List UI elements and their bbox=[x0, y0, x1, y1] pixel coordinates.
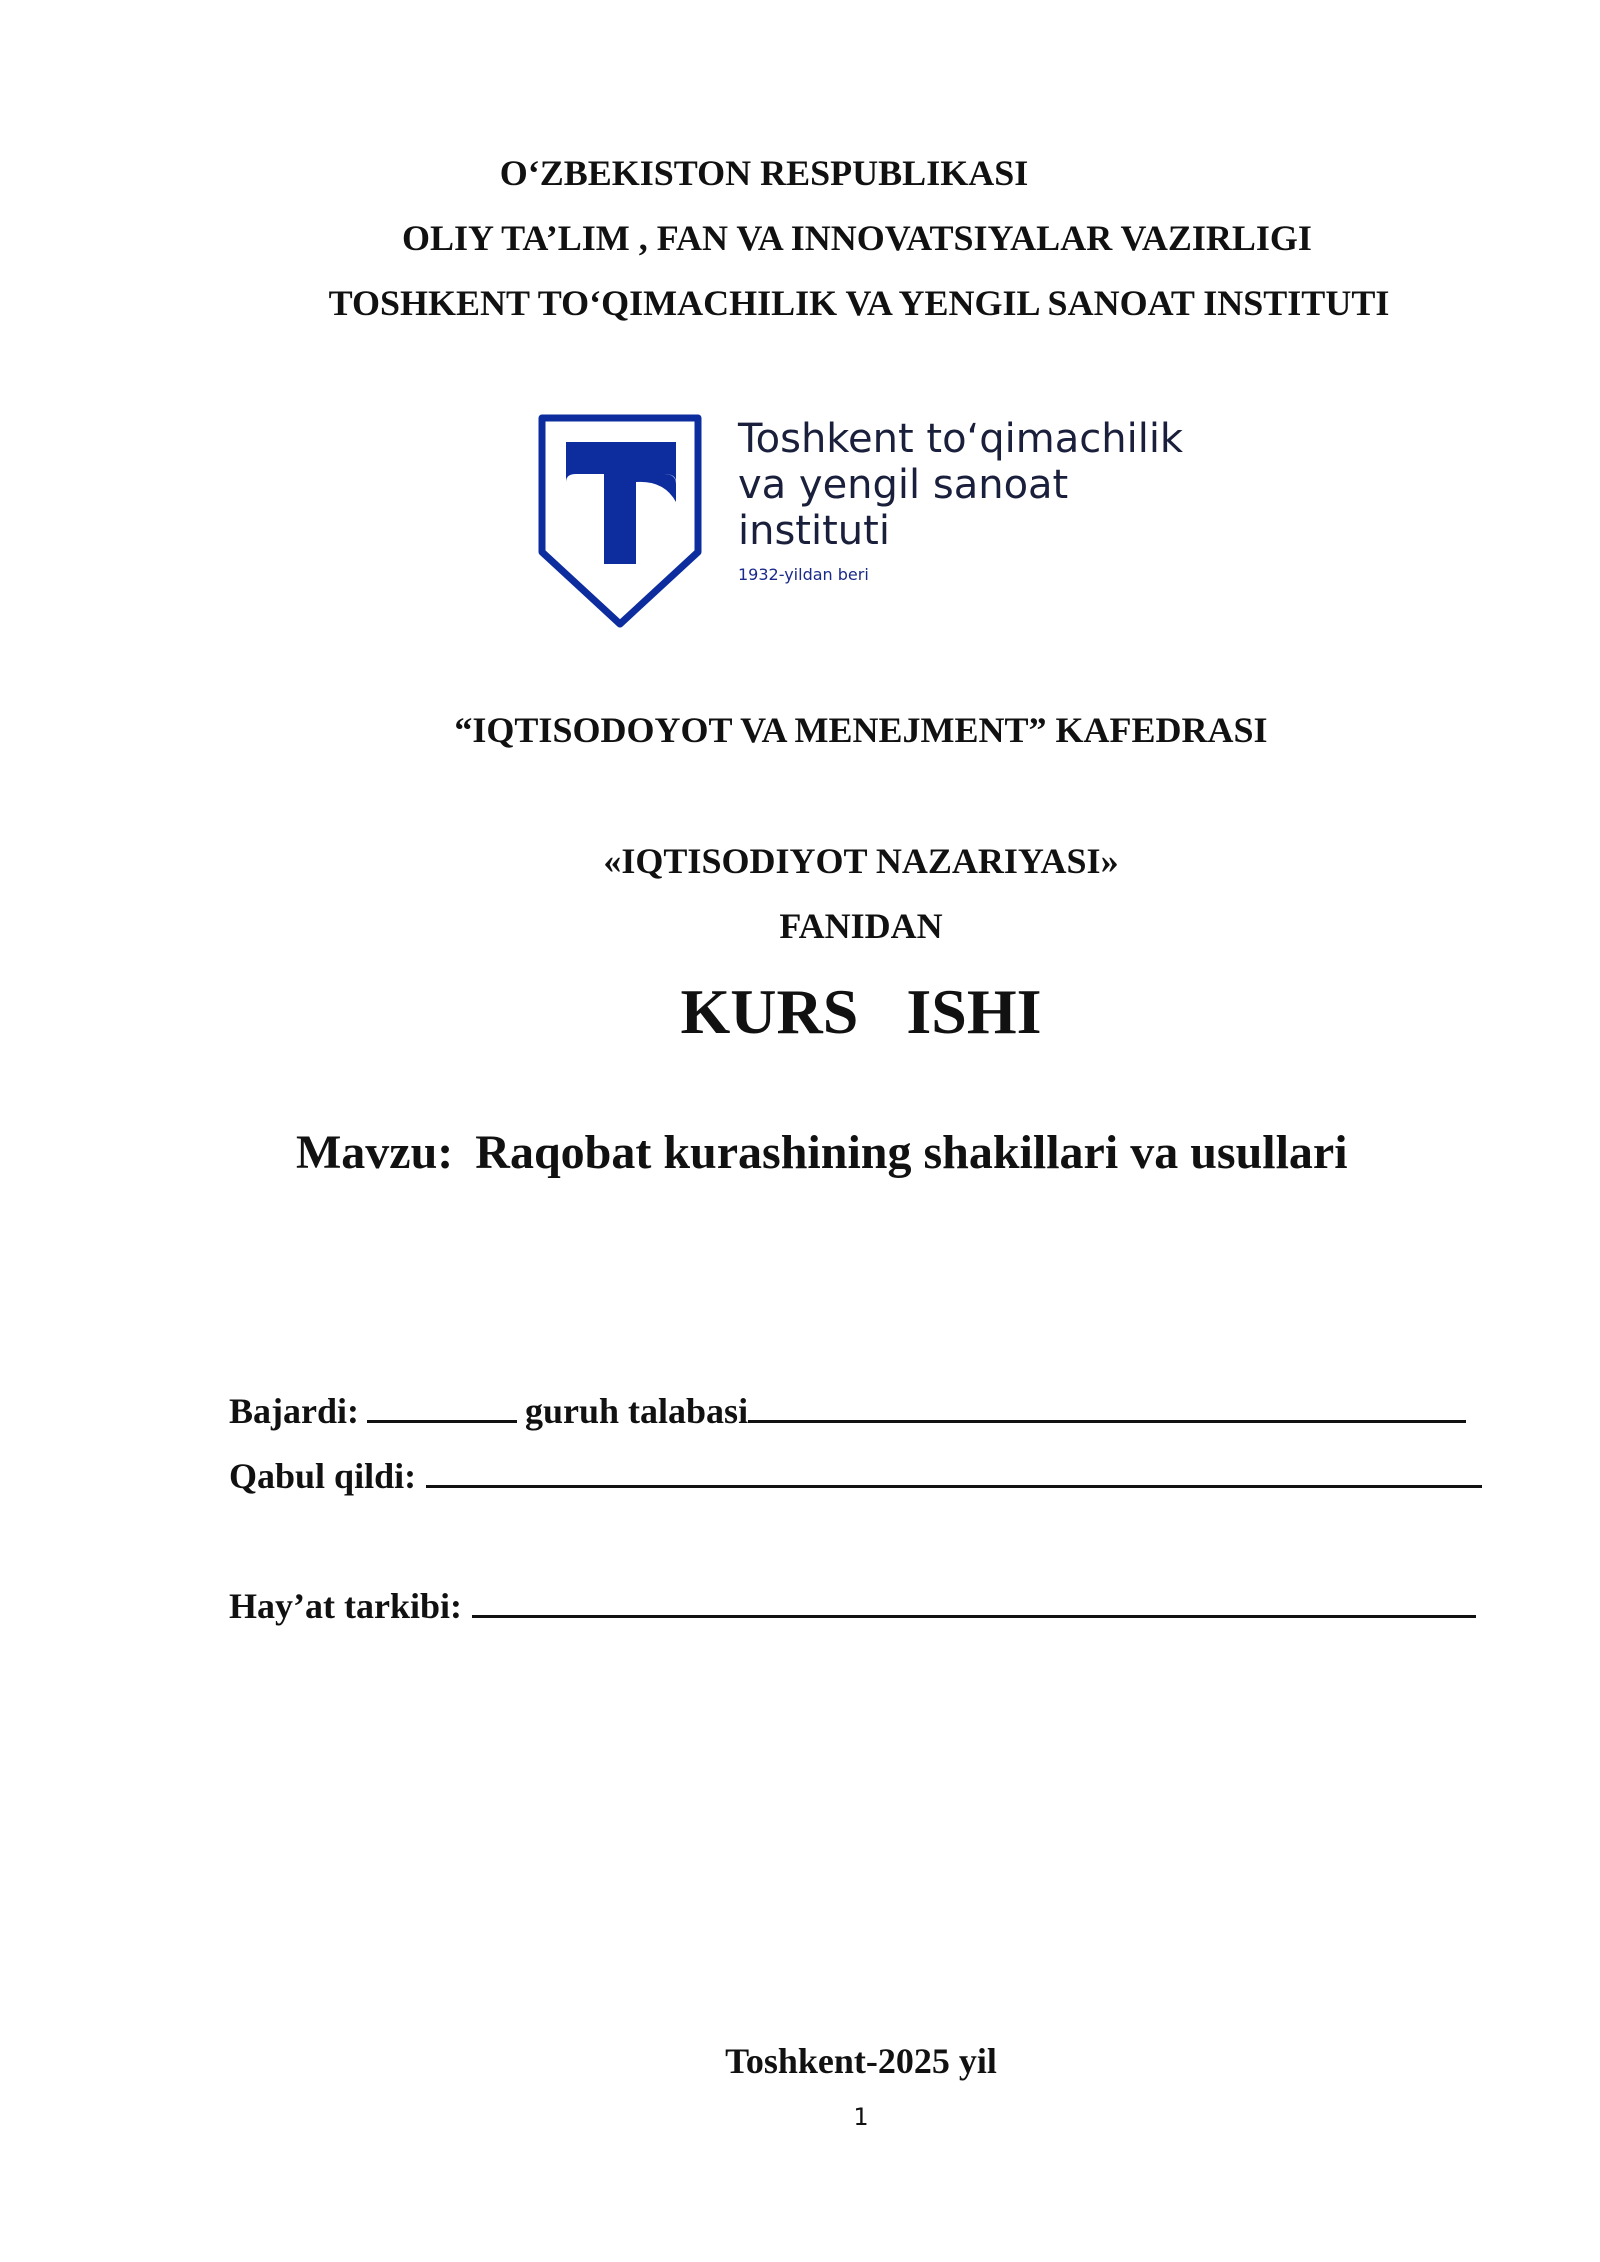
committee-label: Hay’at tarkibi: bbox=[229, 1586, 462, 1626]
header-institute: TOSHKENT TO‘QIMACHILIK VA YENGIL SANOAT INSTITUTI bbox=[328, 283, 1390, 323]
topic-value: Raqobat kurashining shakillari va usullari bbox=[475, 1126, 1348, 1179]
committee-blank-field[interactable] bbox=[472, 1585, 1476, 1618]
subject-suffix: FANIDAN bbox=[779, 906, 943, 946]
committee-line bbox=[229, 1585, 1476, 1627]
logo-text-line1: Toshkent to‘qimachilik bbox=[738, 416, 1184, 462]
page-number: 1 bbox=[853, 2103, 869, 2131]
header-country: O‘ZBEKISTON RESPUBLIKASI bbox=[499, 153, 1029, 193]
topic-line bbox=[296, 1125, 1348, 1180]
reviewer-label: Qabul qildi: bbox=[229, 1456, 417, 1496]
city-year: Toshkent-2025 yil bbox=[725, 2041, 997, 2081]
logo-text-line3: instituti bbox=[738, 508, 890, 554]
reviewer-line bbox=[229, 1455, 1482, 1497]
department-title: “IQTISODOYOT VA MENEJMENT” KAFEDRASI bbox=[454, 710, 1268, 750]
topic-label: Mavzu: bbox=[296, 1126, 454, 1179]
group-suffix-label: guruh talabasi bbox=[525, 1391, 749, 1431]
performer-label: Bajardi: bbox=[229, 1391, 359, 1431]
shield-t-logo-icon bbox=[536, 412, 706, 632]
document-type-title: KURS ISHI bbox=[680, 976, 1042, 1047]
performer-line bbox=[229, 1390, 1466, 1432]
header-ministry: OLIY TA’LIM , FAN VA INNOVATSIYALAR VAZIRLIGI bbox=[402, 218, 1312, 258]
reviewer-blank-field[interactable] bbox=[426, 1455, 1482, 1488]
logo-text-line2: va yengil sanoat bbox=[738, 462, 1069, 508]
logo-tagline: 1932-yildan beri bbox=[738, 565, 869, 584]
institute-logo bbox=[536, 412, 1196, 632]
group-blank-field[interactable] bbox=[367, 1390, 517, 1423]
student-blank-field[interactable] bbox=[748, 1390, 1466, 1423]
subject-title: «IQTISODIYOT NAZARIYASI» bbox=[603, 841, 1119, 881]
